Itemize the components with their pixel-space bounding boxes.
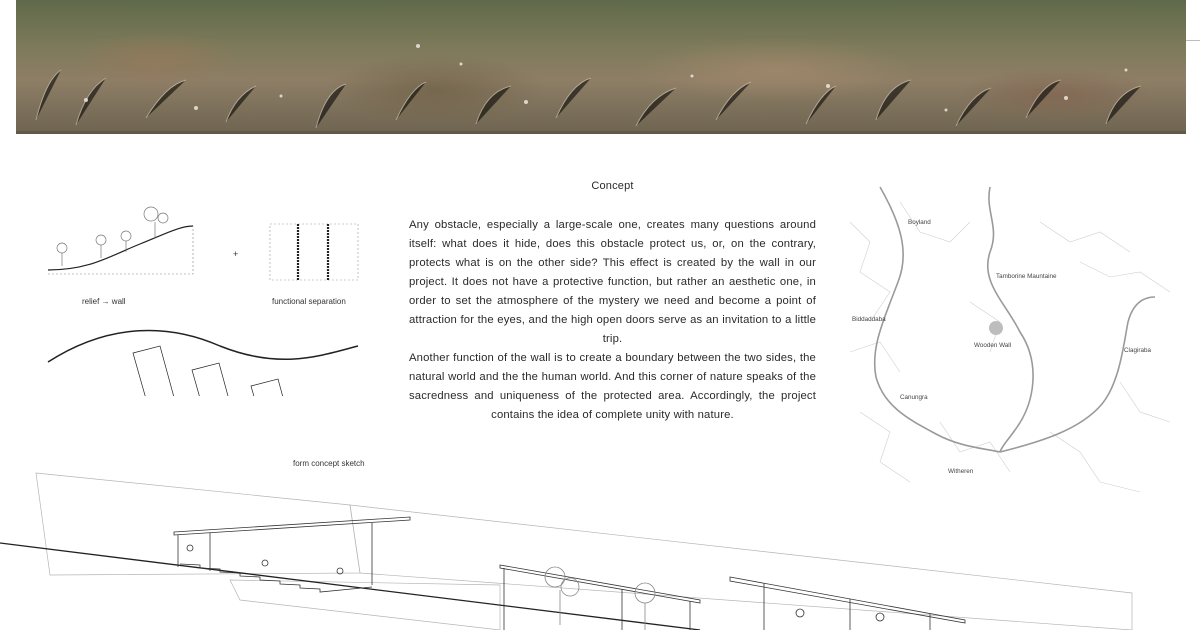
relief-diagram <box>48 207 193 274</box>
map-label-biddaddaba: Biddaddaba <box>852 316 886 323</box>
plus-sign: + <box>233 249 239 259</box>
separation-caption: functional separation <box>272 297 346 306</box>
concept-paragraph-2: Another function of the wall is to create a boundary between the two sides, the natural world and the the human world. And this corner of nature speaks of the sacredness and uniqueness of the protected area. Accordingly, the project contains the idea of complete unity with nature. <box>409 352 816 421</box>
hero-edge-line <box>1186 40 1200 41</box>
map-label-canungra: Canungra <box>900 394 928 401</box>
map-label-witheren: Witheren <box>948 468 974 475</box>
site-sections <box>0 465 1200 630</box>
map-label-tamborine: Tamborine Mauntaine <box>996 273 1057 280</box>
map-label-boyland: Boyland <box>908 219 931 226</box>
hero-landscape-image <box>16 0 1186 134</box>
section-building-3 <box>730 577 965 630</box>
concept-title: Concept <box>591 180 634 192</box>
concept-paragraph-1: Any obstacle, especially a large-scale one, creates many questions around itself: what does it hide, does this obstacle protect us, or, on the contrary, protects what is on the other side? This effect is created by the wall in our project. It does not have a protective function, but rather an aesthetic one, in order to set the atmosphere of the mystery we need and become a point of attraction for the eyes, and the high open doors serve as an invitation to a little trip. <box>409 219 816 345</box>
wooden-wall-marker <box>989 321 1003 335</box>
form-caption: form concept sketch <box>293 459 365 468</box>
section-frames <box>36 473 1132 630</box>
relief-caption: relief → wall <box>82 297 126 306</box>
section-building-2 <box>500 565 700 630</box>
grass-texture <box>16 0 1186 134</box>
separation-diagram <box>270 224 358 280</box>
concept-diagrams <box>0 196 390 396</box>
section-building-1 <box>174 517 410 592</box>
form-sketch <box>48 330 358 396</box>
map-label-wooden-wall: Wooden Wall <box>974 342 1012 349</box>
terrain-line <box>0 543 700 630</box>
map-label-clagiraba: Clagiraba <box>1124 347 1151 354</box>
